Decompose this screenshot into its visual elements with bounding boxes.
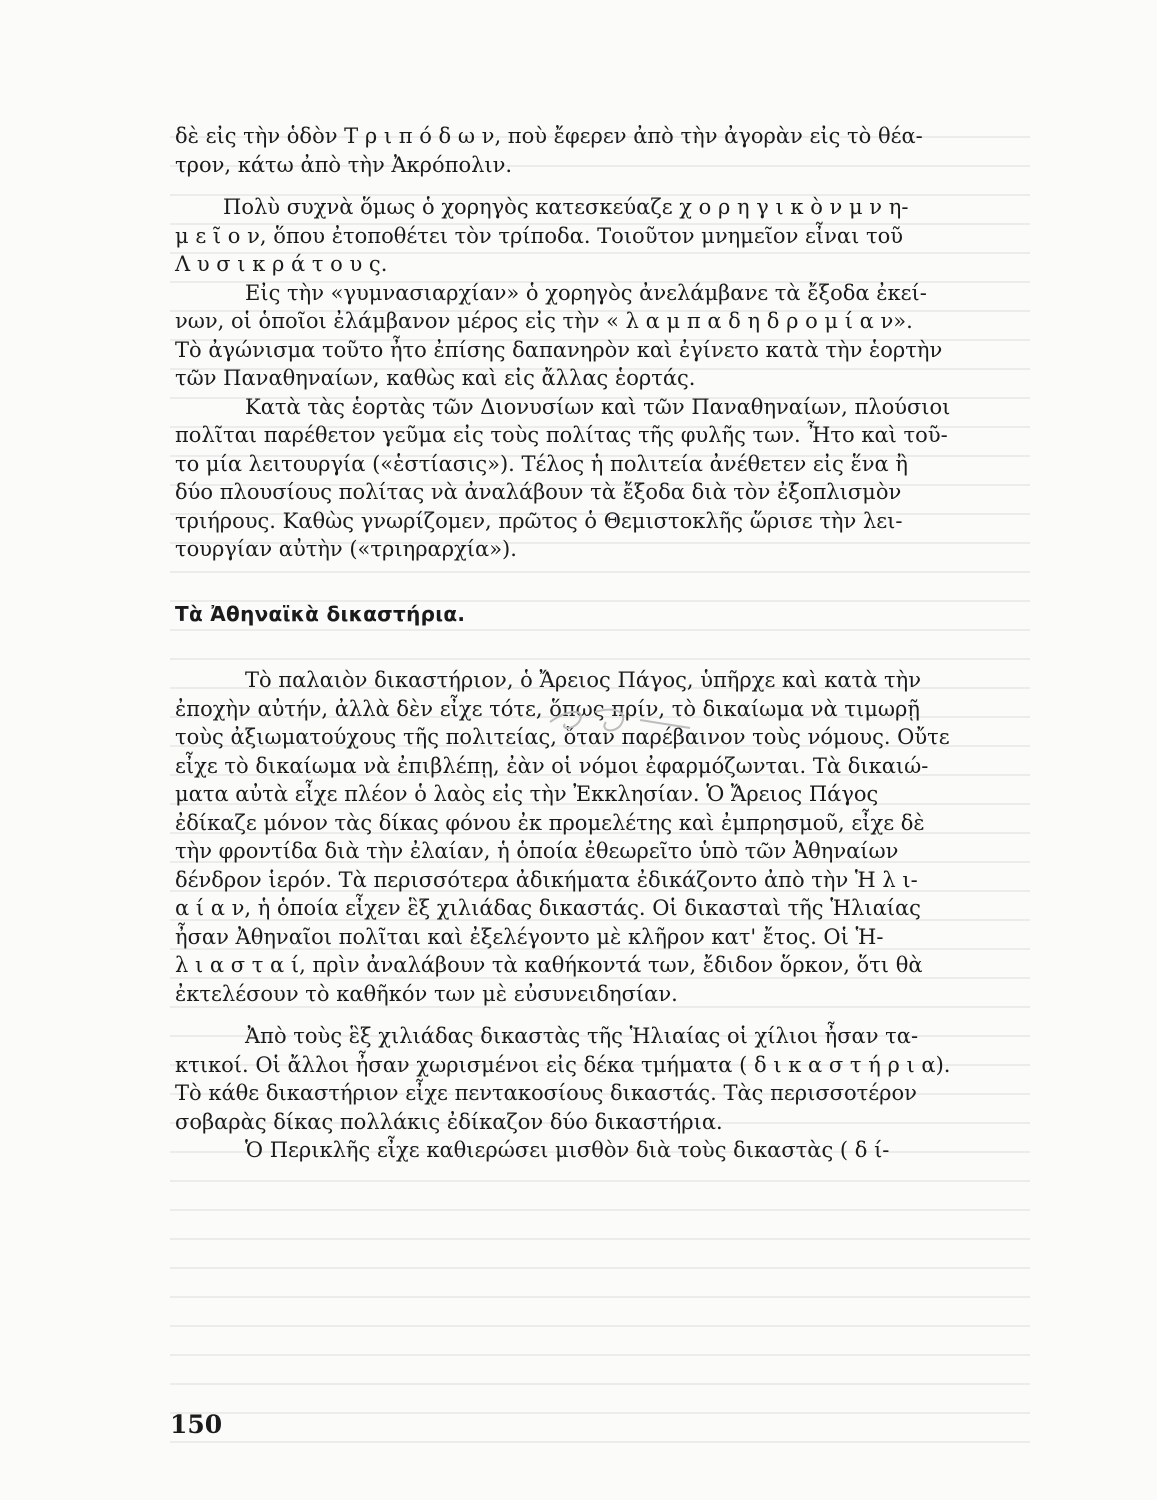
text-line: Λ υ σ ι κ ρ ά τ ο υ ς. (175, 252, 388, 276)
text-line: ἐκτελέσουν τὸ καθῆκόν των μὲ εὐσυνειδησίαν. (175, 981, 678, 1006)
body-text (175, 122, 1030, 1165)
text-line: μ ε ῖ ο ν, ὅπου ἐτοποθέτει τὸν τρίποδα. Τοιοῦτον μνημεῖον εἶναι τοῦ (175, 223, 904, 248)
text-line: Τὸ παλαιὸν δικαστήριον, ὁ Ἄρειος Πάγος, ὑπῆρχε καὶ κατὰ τὴν (245, 668, 921, 692)
text-line: δένδρον ἱερόν. Τὰ περισσότερα ἀδικήματα ἐδικάζοντο ἀπὸ τὴν Ἡ λ ι- (175, 867, 918, 892)
text-line: τὴν φροντίδα διὰ τὴν ἐλαίαν, ἡ ὁποία ἐθεωρεῖτο ὑπὸ τῶν Ἀθηναίων (175, 839, 899, 863)
text-line: νων, οἱ ὁποῖοι ἐλάμβανον μέρος εἰς τὴν « λ α μ π α δ η δ ρ ο μ ί α ν». (175, 309, 913, 333)
text-line: κτικοί. Οἱ ἄλλοι ἦσαν χωρισμένοι εἰς δέκα τμήματα ( δ ι κ α σ τ ή ρ ι α). (175, 1052, 951, 1077)
text-line: πολῖται παρέθετον γεῦμα εἰς τοὺς πολίτας τῆς φυλῆς των. Ἦτο καὶ τοῦ- (175, 423, 948, 447)
text-line: ἐδίκαζε μόνον τὰς δίκας φόνου ἐκ προμελέτης καὶ ἐμπρησμοῦ, εἶχε δὲ (175, 810, 925, 835)
text-line: λ ι α σ τ α ί, πρὶν ἀναλάβουν τὰ καθήκοντά των, ἔδιδον ὅρκον, ὅτι θὰ (175, 953, 923, 977)
text-line: Ὁ Περικλῆς εἶχε καθιερώσει μισθὸν διὰ τοὺς δικαστὰς ( δ ί- (245, 1138, 890, 1162)
section-heading: Τὰ Ἀθηναϊκὰ δικαστήρια. (175, 601, 466, 626)
text-line: τριήρους. Καθὼς γνωρίζομεν, πρῶτος ὁ Θεμιστοκλῆς ὥρισε τὴν λει- (175, 508, 903, 533)
text-line: Πολὺ συχνὰ ὅμως ὁ χορηγὸς κατεσκεύαζε χ ο ρ η γ ι κ ὸ ν μ ν η- (223, 195, 909, 219)
text-line: τοὺς ἀξιωματούχους τῆς πολιτείας, ὅταν παρέβαινον τοὺς νόμους. Οὔτε (175, 725, 950, 749)
text-line: ματα αὐτὰ εἶχε πλέον ὁ λαὸς εἰς τὴν Ἐκκλησίαν. Ὁ Ἄρειος Πάγος (175, 782, 879, 806)
page-number: 150 (170, 1410, 223, 1439)
text-line: Ἀπὸ τοὺς ἓξ χιλιάδας δικαστὰς τῆς Ἡλιαίας οἱ χίλιοι ἦσαν τα- (245, 1024, 919, 1048)
text-line: τρον, κάτω ἀπὸ τὴν Ἀκρόπολιν. (175, 152, 513, 177)
text-line: Τὸ ἀγώνισμα τοῦτο ἦτο ἐπίσης δαπανηρὸν καὶ ἐγίνετο κατὰ τὴν ἑορτὴν (175, 337, 943, 362)
text-line: Εἰς τὴν «γυμνασιαρχίαν» ὁ χορηγὸς ἀνελάμβανε τὰ ἔξοδα ἐκεί- (245, 280, 927, 305)
text-line: τῶν Παναθηναίων, καθὼς καὶ εἰς ἄλλας ἑορτάς. (175, 366, 696, 390)
text-line: ἐποχὴν αὐτήν, ἀλλὰ δὲν εἶχε τότε, ὅπως πρίν, τὸ δικαίωμα νὰ τιμωρῇ (175, 696, 920, 721)
text-line: σοβαρὰς δίκας πολλάκις ἐδίκαζον δύο δικαστήρια. (175, 1109, 723, 1134)
text-line: τουργίαν αὐτὴν («τριηραρχία»). (175, 537, 517, 561)
text-line: δύο πλουσίους πολίτας νὰ ἀναλάβουν τὰ ἔξοδα διὰ τὸν ἐξοπλισμὸν (175, 480, 902, 504)
text-line: ἦσαν Ἀθηναῖοι πολῖται καὶ ἐξελέγοντο μὲ κλῆρον κατ' ἔτος. Οἱ Ἡ- (175, 924, 884, 949)
text-line: δὲ εἰς τὴν ὁδὸν Τ ρ ι π ό δ ω ν, ποὺ ἔφερεν ἀπὸ τὴν ἀγορὰν εἰς τὸ θέα- (175, 124, 923, 148)
text-line: Τὸ κάθε δικαστήριον εἶχε πεντακοσίους δικαστάς. Τὰς περισσοτέρον (175, 1081, 917, 1105)
text-line: εἶχε τὸ δικαίωμα νὰ ἐπιβλέπῃ, ἐὰν οἱ νόμοι ἐφαρμόζωνται. Τὰ δικαιώ- (175, 753, 929, 778)
text-line: το μία λειτουργία («ἑστίασις»). Τέλος ἡ πολιτεία ἀνέθετεν εἰς ἕνα ἢ (175, 451, 908, 476)
text-line: α ί α ν, ἡ ὁποία εἶχεν ἓξ χιλιάδας δικαστάς. Οἱ δικασταὶ τῆς Ἡλιαίας (175, 896, 921, 920)
pencil-mark-icon (540, 700, 700, 740)
text-line: Κατὰ τὰς ἑορτὰς τῶν Διονυσίων καὶ τῶν Παναθηναίων, πλούσιοι (245, 394, 951, 419)
